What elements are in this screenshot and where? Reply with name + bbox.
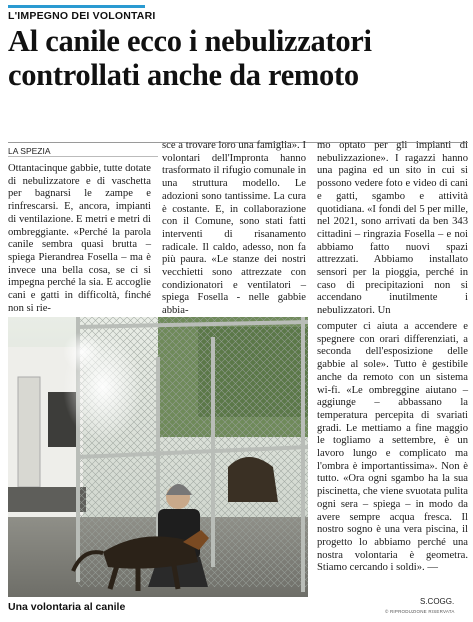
article-kicker: L'IMPEGNO DEI VOLONTARI bbox=[8, 10, 156, 22]
article-dateline: LA SPEZIA bbox=[8, 146, 51, 156]
copyright-notice: © RIPRODUZIONE RISERVATA bbox=[385, 609, 455, 614]
photo-illustration bbox=[8, 317, 308, 597]
article-column-1: Ottantacinque gabbie, tutte dotate di nebulizzatore e di vaschetta per bagnarsi le zampe e rinfrescarsi. E, ancora, impianti di ventilazione. E metri e metri di ombreggiante. «Perché la parola canile sembra quasi brutta – spiega Pierandrea Fosella – ma è invece una bella cosa, se ci si impegna perché la sia. E accoglie cani e gatti in difficoltà, finché non si rie- bbox=[8, 163, 151, 314]
dateline-divider bbox=[8, 156, 158, 157]
photo-caption: Una volontaria al canile bbox=[8, 601, 126, 613]
article-headline: Al canile ecco i nebulizzatori controllati anche da remoto bbox=[8, 24, 372, 92]
article-photo bbox=[8, 317, 308, 597]
article-column-2: sce a trovare loro una famiglia». I volontari dell'Impronta hanno trasformato il rifugio comunale in una struttura modello. Le adozioni sono tantissime. La cura è costante. E, in collaborazione con il Comune, sono stati fatti interventi di risanamento radicale. Il caldo, adesso, non fa più paura. «Le stanze dei nostri vecchietti sono attrezzate con condizionatori e ventilatori – spiega Fosella - nelle gabbie abbia- bbox=[162, 140, 306, 317]
article-column-3-continued: computer ci aiuta a accendere e spegnere con orari differenziati, a seconda dell'esposizione delle gabbie al sole». Tutto è gestibile anche da remoto con un sistema wi-fi. «Le ombreggine aiutano – aggiunge – abbassano la temperatura percepita di svariati gradi. Le mettiamo a fine maggio le togliamo a settembre, è un lavoro lungo e complicato ma l'ombra è importantissima». Non è tutto. «Ora ogni sgambo ha la sua piscinetta, che viene svuotata pulita ogni sera – spiega – in modo da avere sempre acqua fresca. Il nostro sogno è una vera piscina, il progetto lo abbiamo perché una nostra volontaria è geometra. Stiamo cercando i soldi». — bbox=[317, 321, 468, 574]
section-accent-bar bbox=[8, 5, 145, 8]
article-column-3: mo optato per gli impianti di nebulizzazione». I ragazzi hanno una pagina ed un sito in cui si possono vedere foto e video di cani e gatti, sgambo e attività quotidiana. «I fondi del 5 per mille, nel 2021, sono arrivati da ben 343 cittadini – ringrazia Fosella – e noi abbiamo fatto nuovi spazi attrezzati. Abbiamo installato sensori per la pioggia, perché in caso di precipitazioni non si accendano inutilmente i nebulizzatori. Un bbox=[317, 140, 468, 317]
author-signature: S.COGG. bbox=[420, 597, 455, 606]
